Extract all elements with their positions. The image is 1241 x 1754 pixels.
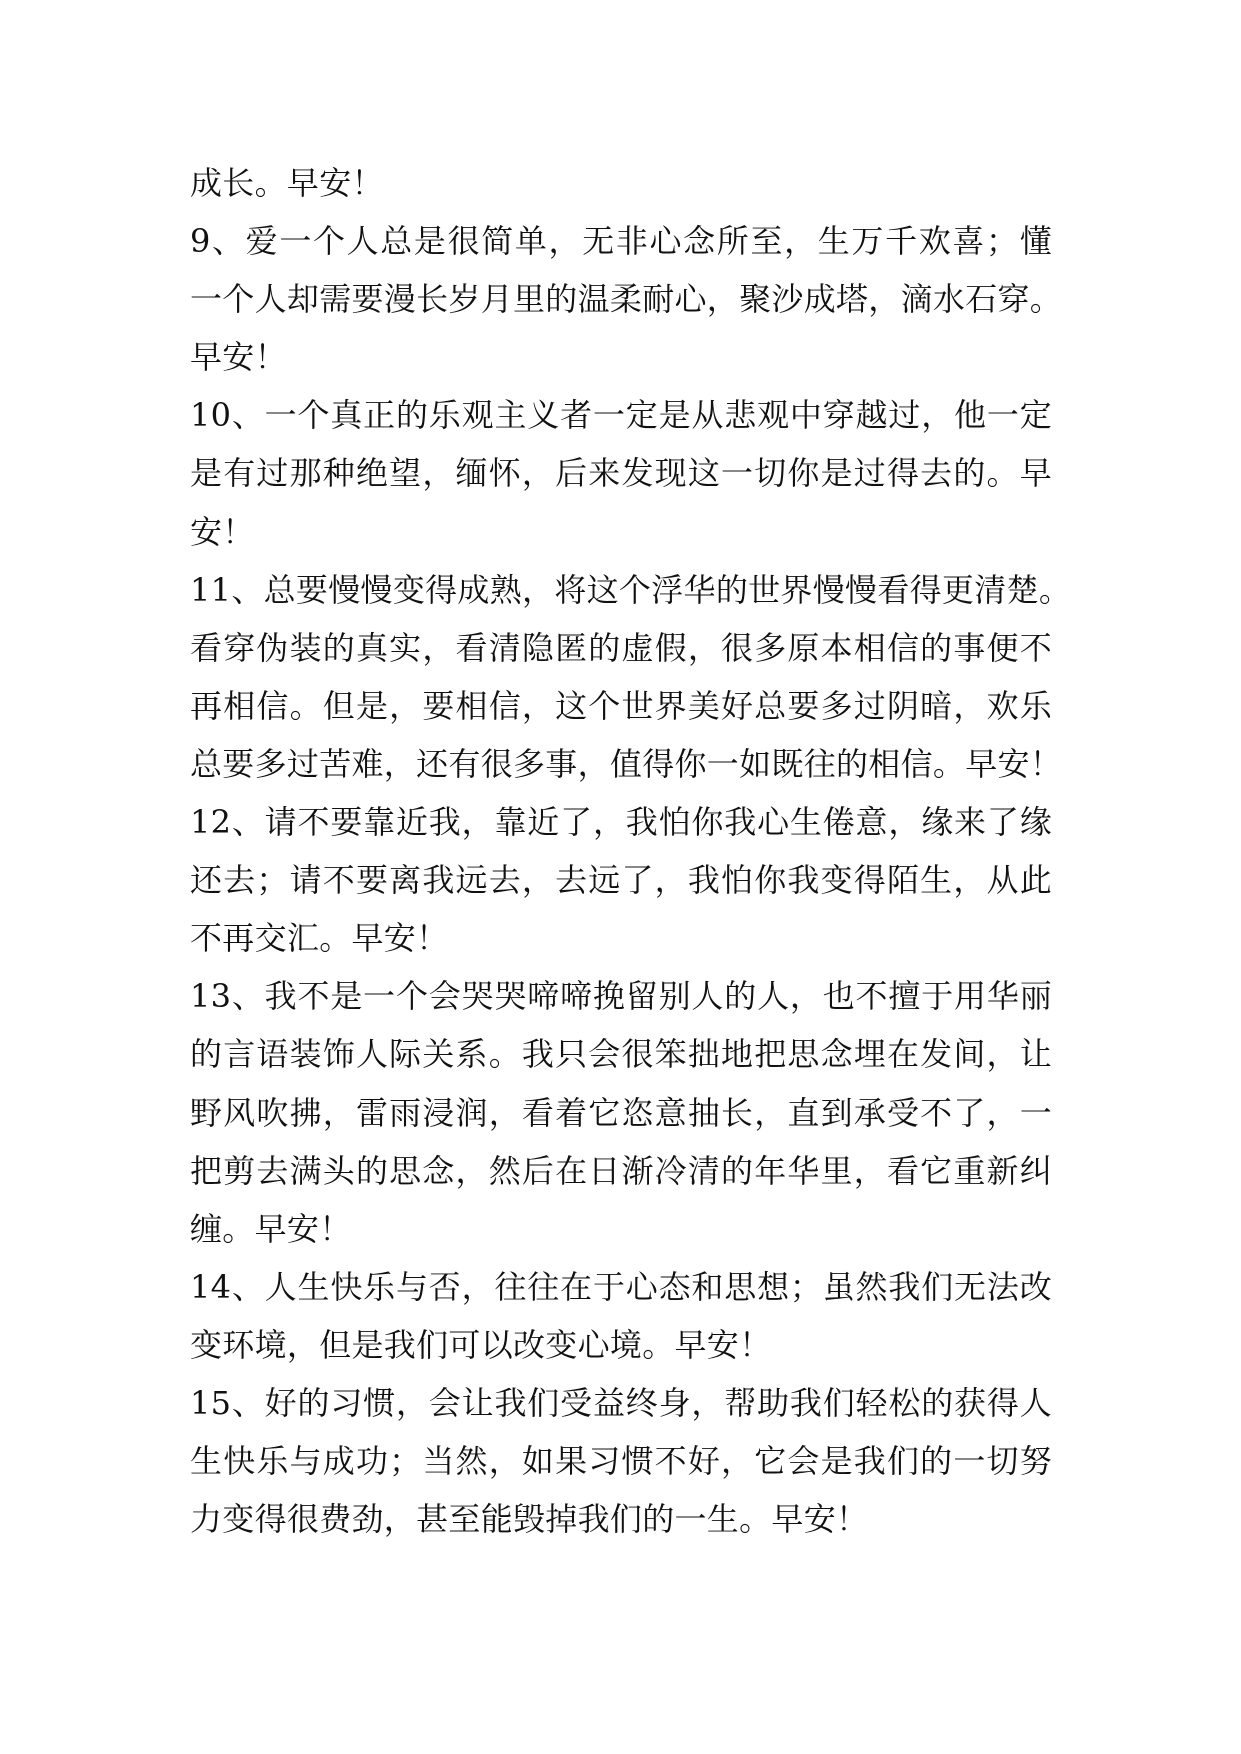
text-line: 缠。早安！ xyxy=(190,1209,352,1248)
text-line: 再相信。但是，要相信，这个世界美好总要多过阴暗，欢乐 xyxy=(190,686,1052,725)
text-line: 11、总要慢慢变得成熟，将这个浮华的世界慢慢看得更清楚。 xyxy=(190,570,1072,609)
text-line: 13、我不是一个会哭哭啼啼挽留别人的人，也不擅于用华丽 xyxy=(190,977,1052,1016)
text-line: 12、请不要靠近我，靠近了，我怕你我心生倦意，缘来了缘 xyxy=(190,803,1052,842)
text-line: 10、一个真正的乐观主义者一定是从悲观中穿越过，他一定 xyxy=(190,396,1052,435)
text-line: 还去；请不要离我远去，去远了，我怕你我变得陌生，从此 xyxy=(190,861,1052,900)
text-line: 力变得很费劲，甚至能毁掉我们的一生。早安！ xyxy=(190,1500,869,1539)
text-line: 14、人生快乐与否，往往在于心态和思想；虽然我们无法改 xyxy=(190,1267,1052,1306)
text-line: 把剪去满头的思念，然后在日渐冷清的年华里，看它重新纠 xyxy=(190,1151,1052,1190)
text-line: 看穿伪装的真实，看清隐匿的虚假，很多原本相信的事便不 xyxy=(190,628,1052,667)
text-line: 是有过那种绝望，缅怀，后来发现这一切你是过得去的。早 xyxy=(190,454,1052,493)
text-line: 安！ xyxy=(190,512,255,551)
text-line: 野风吹拂，雷雨浸润，看着它恣意抽长，直到承受不了，一 xyxy=(190,1093,1052,1132)
text-line: 成长。早安！ xyxy=(190,164,384,202)
text-line: 15、好的习惯，会让我们受益终身，帮助我们轻松的获得人 xyxy=(190,1383,1052,1422)
document-body xyxy=(190,154,1072,1548)
text-line: 总要多过苦难，还有很多事，值得你一如既往的相信。早安！ xyxy=(190,744,1063,783)
text-line: 变环境，但是我们可以改变心境。早安！ xyxy=(190,1325,772,1364)
text-line: 9、爱一个人总是很简单，无非心念所至，生万千欢喜；懂 xyxy=(190,222,1052,261)
text-line: 生快乐与成功；当然，如果习惯不好，它会是我们的一切努 xyxy=(190,1442,1052,1481)
text-line: 不再交汇。早安！ xyxy=(190,919,449,958)
text-line: 一个人却需要漫长岁月里的温柔耐心，聚沙成塔，滴水石穿。 xyxy=(190,280,1063,319)
text-line: 早安！ xyxy=(190,338,287,377)
text-line: 的言语装饰人际关系。我只会很笨拙地把思念埋在发间，让 xyxy=(190,1035,1052,1074)
